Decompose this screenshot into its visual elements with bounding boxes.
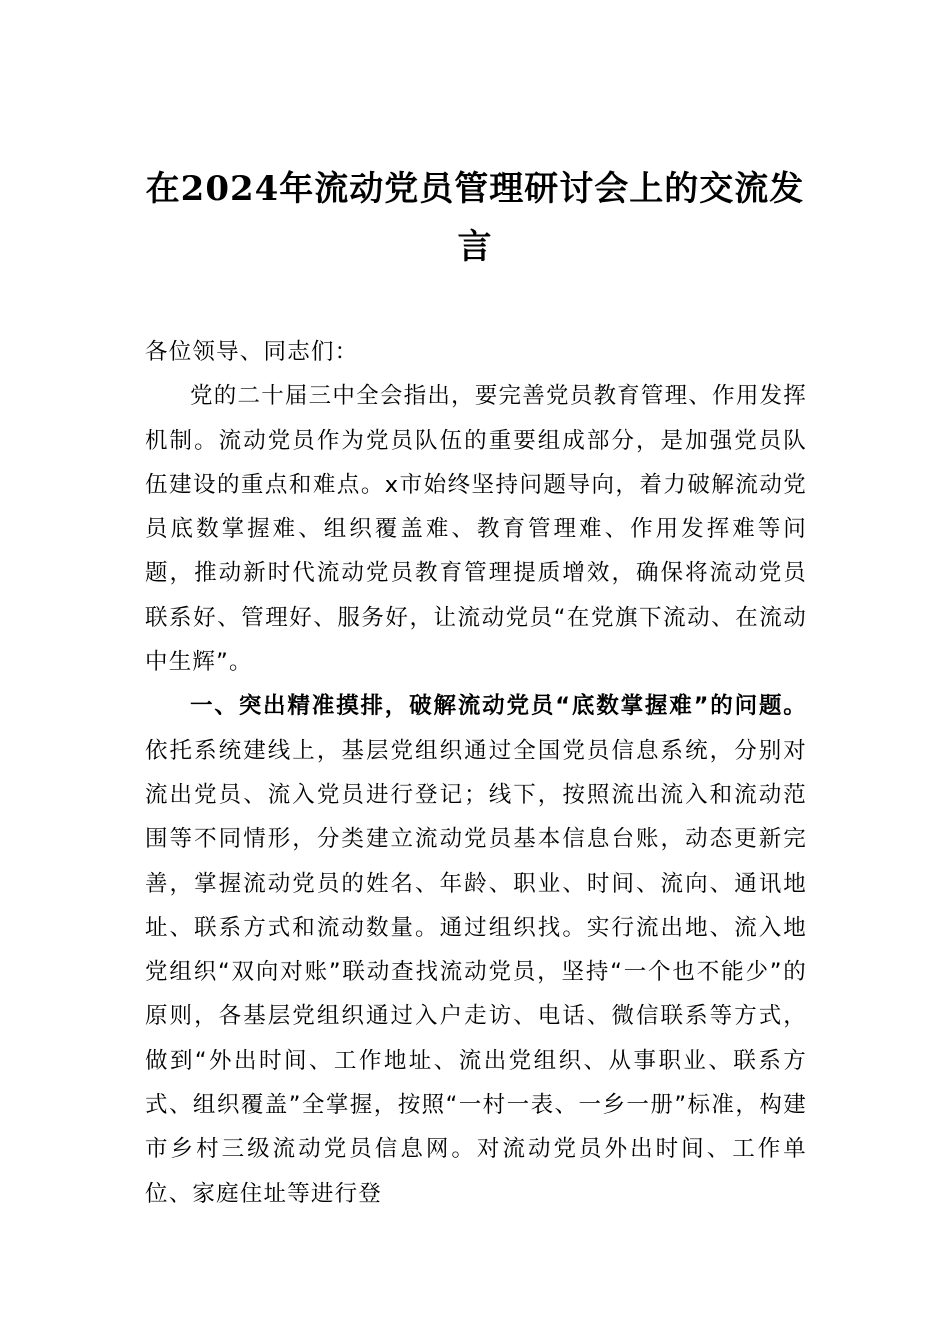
section-1-heading: 一、突出精准摸排，破解流动党员“底数掌握难”的问题。 [190,693,807,720]
intro-paragraph: 党的二十届三中全会指出，要完善党员教育管理、作用发挥机制。流动党员作为党员队伍的重要组成部分，是加强党员队伍建设的重点和难点。x市始终坚持问题导向，着力破解流动党员底数掌握难、组织覆盖难、教育管理难、作用发挥难等问题，推动新时代流动党员教育管理提质增效，确保将流动党员联系好、管理好、服务好，让流动党员“在党旗下流动、在流动中生辉”。 [145,383,807,676]
document-body [145,330,807,1216]
section-1-body: 依托系统建线上，基层党组织通过全国党员信息系统，分别对流出党员、流入党员进行登记；线下，按照流出流入和流动范围等不同情形，分类建立流动党员基本信息台账，动态更新完善，掌握流动党员的姓名、年龄、职业、时间、流向、通讯地址、联系方式和流动数量。通过组织找。实行流出地、流入地党组织“双向对账”联动查找流动党员，坚持“一个也不能少”的原则，各基层党组织通过入户走访、电话、微信联系等方式，做到“外出时间、工作地址、流出党组织、从事职业、联系方式、组织覆盖”全掌握，按照“一村一表、一乡一册”标准，构建市乡村三级流动党员信息网。对流动党员外出时间、工作单位、家庭住址等进行登 [145,737,807,1207]
section-1-paragraph [145,684,807,1216]
document-title: 在2024年流动党员管理研讨会上的交流发言 [145,169,805,267]
salutation: 各位领导、同志们： [145,339,359,365]
